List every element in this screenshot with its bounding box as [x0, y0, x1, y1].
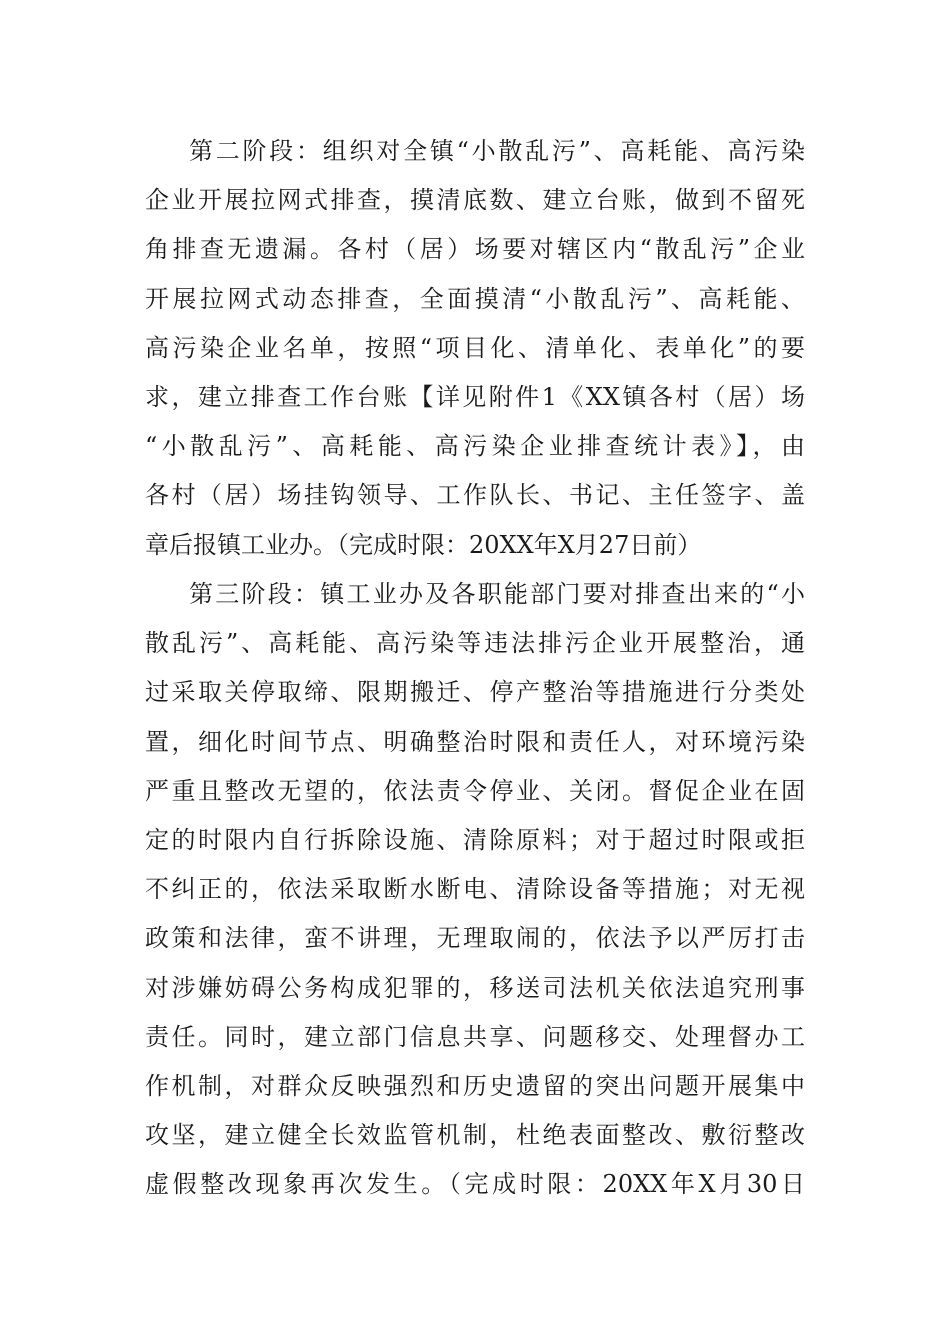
text-line: 散乱污”、高耗能、高污染等违法排污企业开展整治，通: [145, 629, 805, 658]
text-line: 角排查无遗漏。各村（居）场要对辖区内“散乱污”企业: [145, 235, 805, 264]
text-line: 章后报镇工业办。（完成时限：20XX年X月27日前）: [145, 530, 702, 559]
text-line: 责任。同时，建立部门信息共享、问题移交、处理督办工: [145, 1022, 805, 1051]
text-line: 定的时限内自行拆除设施、清除原料；对于超过时限或拒: [145, 825, 805, 854]
text-line: 企业开展拉网式排查，摸清底数、建立台账，做到不留死: [145, 186, 805, 215]
text-line: 作机制，对群众反映强烈和历史遗留的突出问题开展集中: [145, 1071, 805, 1100]
text-line: 过采取关停取缔、限期搬迁、停产整治等措施进行分类处: [145, 678, 805, 707]
text-line: 对涉嫌妨碍公务构成犯罪的，移送司法机关依法追究刑事: [145, 973, 805, 1002]
text-line: 攻坚，建立健全长效监管机制，杜绝表面整改、敷衍整改: [145, 1121, 805, 1150]
paragraph-stage-two: [145, 127, 805, 570]
text-line: 第二阶段：组织对全镇“小散乱污”、高耗能、高污染: [189, 137, 805, 165]
text-line: 虚假整改现象再次发生。（完成时限：20XX年X月30日: [145, 1170, 805, 1199]
paragraph-stage-three: [145, 570, 805, 1209]
text-line: 第三阶段：镇工业办及各职能部门要对排查出来的“小: [189, 580, 805, 608]
text-line: 各村（居）场挂钩领导、工作队长、书记、主任签字、盖: [145, 481, 805, 510]
text-line: 求，建立排查工作台账【详见附件1《XX镇各村（居）场: [145, 382, 805, 411]
text-line: 政策和法律，蛮不讲理，无理取闹的，依法予以严厉打击: [145, 924, 805, 953]
text-line: 开展拉网式动态排查，全面摸清“小散乱污”、高耗能、: [145, 284, 805, 313]
text-line: 不纠正的，依法采取断水断电、清除设备等措施；对无视: [145, 875, 805, 904]
text-line: “小散乱污”、高耗能、高污染企业排查统计表》】，由: [145, 432, 805, 461]
text-line: 严重且整改无望的，依法责令停业、关闭。督促企业在固: [145, 776, 805, 805]
text-line: 高污染企业名单，按照“项目化、清单化、表单化”的要: [145, 333, 805, 362]
text-line: 置，细化时间节点、明确整治时限和责任人，对环境污染: [145, 727, 805, 756]
